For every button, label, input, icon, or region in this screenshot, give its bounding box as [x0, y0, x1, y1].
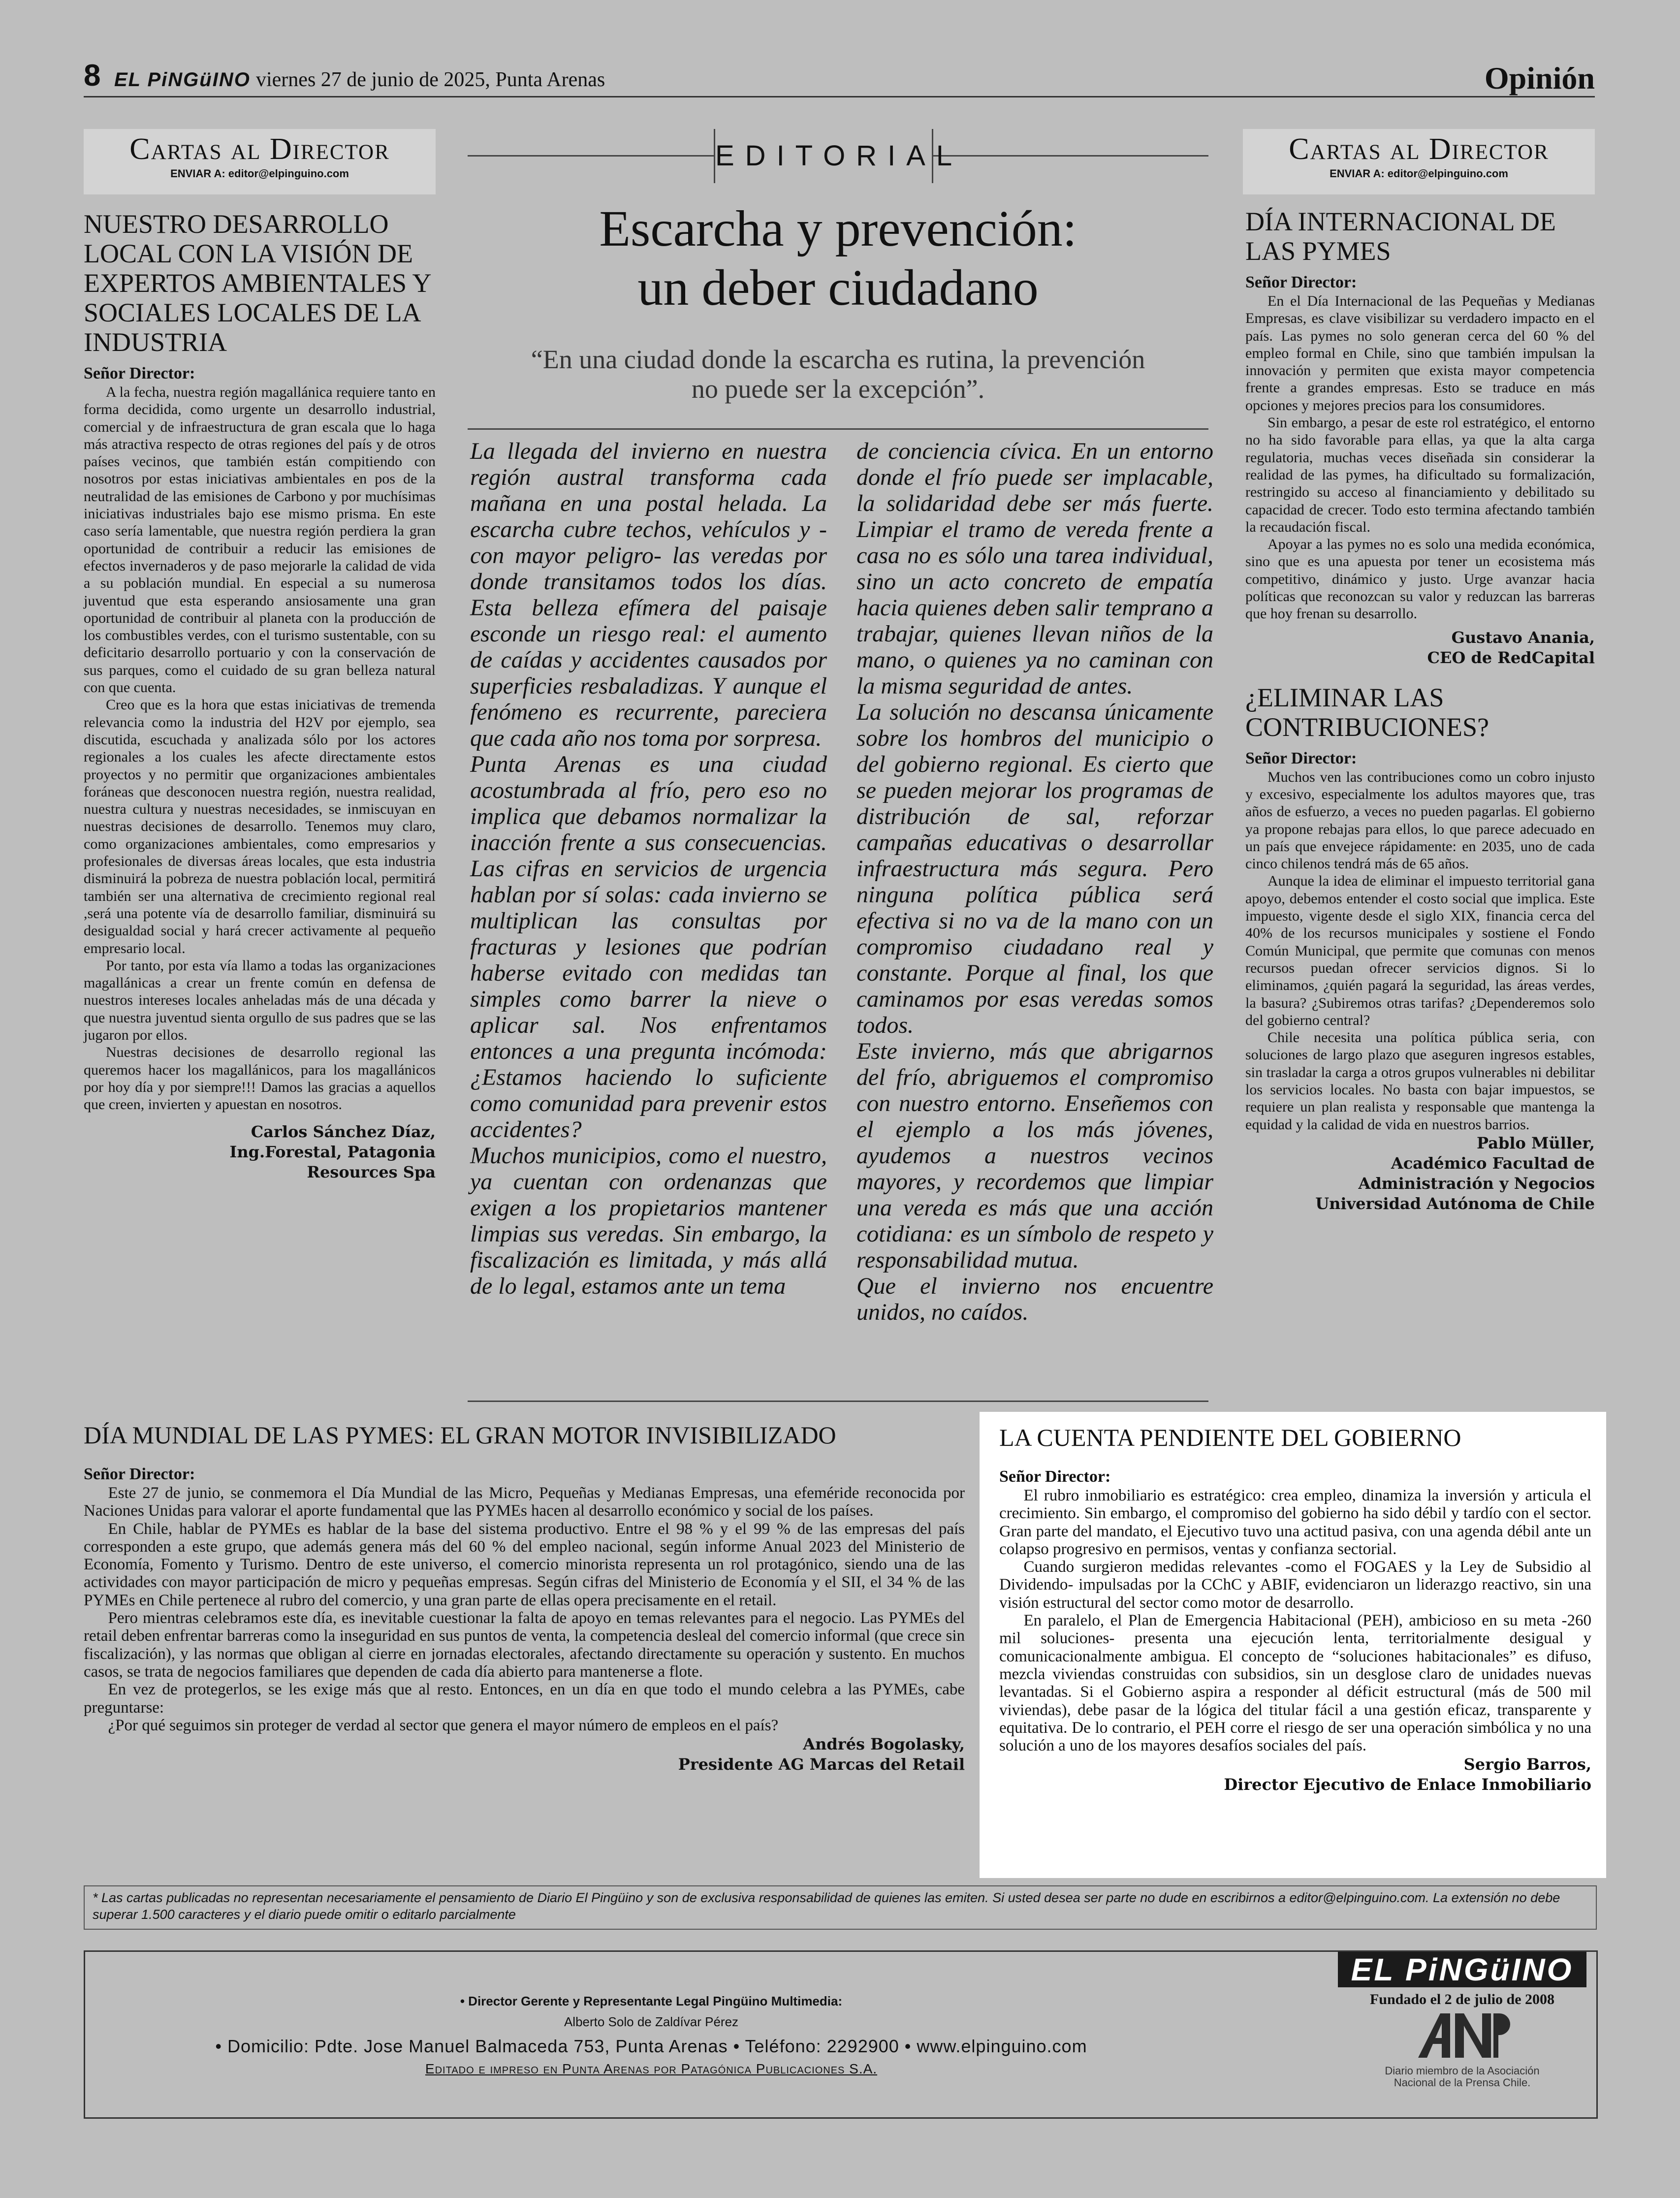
masthead-small: EL PiNGüINO [114, 69, 251, 91]
editorial-col-2 [856, 438, 1213, 1325]
page-number: 8 [84, 59, 101, 93]
editorial-label: EDITORIAL [715, 140, 963, 172]
address-line: • Domicilio: Pdte. Jose Manuel Balmaceda 753, Punta Arenas • Teléfono: 2292900 • www.elpinguino.com [215, 2036, 1087, 2056]
signature-line: Director Ejecutivo de Enlace Inmobiliario [1224, 1775, 1591, 1794]
salutation: Señor Director: [1245, 273, 1357, 291]
editorial-bottom-rule [468, 1401, 1208, 1402]
signature-line: Universidad Autónoma de Chile [1315, 1194, 1595, 1213]
editorial-rule-left [468, 155, 714, 157]
letter-body [1245, 768, 1595, 1133]
director-label: • Director Gerente y Representante Legal Pingüino Multimedia: [460, 1994, 843, 2008]
editorial-divider [468, 428, 1208, 430]
paragraph: Este 27 de junio, se conmemora el Día Mundial de las Micro, Pequeñas y Medianas Empresas, una efeméride reconocida por Naciones Unidas para valorar el aporte fundamental que las PYMEs hacen al desarrollo económico y social de los países. [84, 1484, 965, 1520]
letter-body [84, 383, 436, 1113]
section-title: Opinión [1484, 61, 1595, 96]
signature-line: Sergio Barros, [1463, 1755, 1591, 1774]
paragraph: Sin embargo, a pesar de este rol estratégico, el entorno no ha sido favorable para ellas, ya que la alta carga regulatoria, muchas veces diseñada sin considerar la realidad de las pymes, ha dificultado su formalización, restringido su acceso al financiamiento y debilitado su capacidad de crecer. Todo esto termina afectando también la recaudación fiscal. [1245, 414, 1595, 535]
disclaimer-box [84, 1885, 1597, 1930]
printer-line: Editado e impreso en Punta Arenas por Patagónica Publicaciones S.A. [425, 2061, 878, 2076]
letter-title: DÍA INTERNACIONAL DE LAS PYMES [1245, 207, 1556, 266]
editorial-paragraph: de conciencia cívica. En un entorno donde el frío puede ser implacable, la solidaridad debe ser más fuerte. Limpiar el tramo de vereda frente a casa no es sólo una tarea individual, sino un acto concreto de empatía hacia quienes deben salir temprano a trabajar, quienes llevan niños de la mano, o quienes ya no caminan con la misma seguridad de antes. [856, 438, 1213, 699]
signature [1245, 1133, 1595, 1214]
paragraph: En paralelo, el Plan de Emergencia Habitacional (PEH), ambicioso en su meta -260 mil soluciones- presenta una ejecución lenta, territorialmente desigual y comunicacionalmente ambigua. El concepto de “soluciones habitacionales” es difuso, mezcla viviendas construidas con subsidios, sin un desglose claro de unidades nuevas levantadas. Si el Gobierno aspira a responder al déficit estructural (más de 500 mil viviendas), debe pasar de la lógica del titular fácil a una gestión eficaz, transparente y equitativa. De lo contrario, el PEH corre el riesgo de ser una operación simbólica y no una solución a uno de los mayores desafíos sociales del país. [999, 1612, 1591, 1755]
letter-bottom-right-box [980, 1412, 1606, 1878]
paragraph: Creo que es la hora que estas iniciativas de tremenda relevancia como la industria del H2V por ejemplo, sea discutida, escuchada y analizada sólo por los actores regionales a los cuales les afecte directamente estos proyectos y no permitir que organizaciones ambientales foráneas que desconocen nuestra región, nuestra realidad, nuestra cultura y nuestras necesidades, se inmiscuyan en nuestras decisiones de desarrollo. Tenemos muy claro, como organizaciones ambientales, como empresarios y profesionales de diversas áreas locales, que esta industria disminuirá la pobreza de nuestra población local, permitirá también ser una alternativa de crecimiento regional real ,será una potente vía de desarrollo familiar, disminuirá su desigualdad social y hará crecer activamente al pequeño empresario local. [84, 697, 436, 956]
footer-box [84, 1950, 1598, 2119]
header-rule [84, 96, 1595, 97]
salutation: Señor Director: [1245, 749, 1357, 767]
paragraph: Aunque la idea de eliminar el impuesto territorial gana apoyo, debemos entender el costo social que implica. Este impuesto, vigente desde el siglo XIX, financia cerca del 40% de los recursos municipales y sostiene el Fondo Común Municipal, que permite que comunas con menos recursos puedan ofrecer servicios dignos. Si lo eliminamos, ¿quién pagará la seguridad, las áreas verdes, la basura? ¿Subiremos otras tarifas? ¿Dependeremos solo del gobierno central? [1245, 873, 1595, 1028]
signature-line: Presidente AG Marcas del Retail [678, 1755, 965, 1774]
editorial-paragraph: Que el invierno nos encuentre unidos, no caídos. [856, 1273, 1213, 1325]
anp-logo-icon [1413, 2008, 1512, 2063]
letter-bottom-right [999, 1423, 1591, 1795]
letter-right-1 [1245, 207, 1595, 1214]
signature [1245, 628, 1595, 668]
paragraph: A la fecha, nuestra región magallánica requiere tanto en forma decidida, como urgente un desarrollo industrial, comercial y de infraestructura de gran escala que lo haga más atractiva respecto de otras regiones del país y de otros países vecinos, que también están compitiendo con nosotros por estas iniciativas ambientales en pos de la neutralidad de las emisiones de Carbono y por muchísimas iniciativas industriales bajo ese mismo prisma. En este caso sería lamentable, que nuestra región perdiera la gran oportunidad de contribuir a reducir las emisiones de efectos invernaderos y de paso mejorarle la calidad de vida a su población mundial. En especial a su numerosa juventud que esta esperando ansiosamente una gran oportunidad de contribuir al planeta con la producción de los combustibles verdes, con el turismo sustentable, con su deficitario desarrollo portuario y con la conservación de sus parques, como el cuidado de su gran belleza natural con que cuenta. [84, 384, 436, 696]
editorial-title-line: Escarcha y prevención: [599, 200, 1077, 257]
letter-title: ¿ELIMINAR LAS CONTRIBUCIONES? [1245, 682, 1489, 742]
paragraph: En el Día Internacional de las Pequeñas y Medianas Empresas, es clave visibilizar su verdadero impacto en el país. Las pymes no solo generan cerca del 60 % del empleo formal en Chile, sino que también impulsan la innovación y permiten que exista mayor competencia frente a grandes empresas. Esto se traduce en más opciones y mejores precios para los consumidores. [1245, 293, 1595, 414]
salutation: Señor Director: [84, 1465, 195, 1483]
editorial-paragraph: La solución no descansa únicamente sobre los hombros del municipio o del gobierno regional. Es cierto que se pueden mejorar los programas de distribución de sal, reforzar campañas educativas o desarrollar infraestructura más segura. Pero ninguna política pública será efectiva si no va de la mano con un compromiso ciudadano real y constante. Porque al final, los que caminamos por esas veredas somos todos. [856, 699, 1213, 1038]
director-name: Alberto Solo de Zaldívar Pérez [564, 2014, 739, 2029]
footer-credits [85, 1991, 1217, 2078]
anp-logo [1377, 2008, 1547, 2089]
letter-left [84, 209, 436, 1182]
editorial-paragraph: Punta Arenas es una ciudad acostumbrada al frío, pero eso no implica que debamos normalizar la inacción frente a sus consecuencias. Las cifras en servicios de urgencia hablan por sí solas: cada invierno se multiplican las consultas por fracturas y lesiones que podrían haberse evitado con medidas tan simples como barrer la nieve o aplicar sal. Nos enfrentamos entonces a una pregunta incómoda: ¿Estamos haciendo lo suficiente como comunidad para prevenir estos accidentes? [470, 751, 827, 1143]
paragraph: Cuando surgieron medidas relevantes -como el FOGAES y la Ley de Subsidio al Dividendo- impulsadas por la CChC y ABIF, evidenciaron un liderazgo reactivo, sin una visión estructural del sector como motor de desarrollo. [999, 1558, 1591, 1612]
dateline: viernes 27 de junio de 2025, Punta Arenas [256, 68, 605, 91]
letter-title: LA CUENTA PENDIENTE DEL GOBIERNO [999, 1424, 1461, 1451]
paragraph: El rubro inmobiliario es estratégico: crea empleo, dinamiza la inversión y articula el crecimiento. Sin embargo, el compromiso del gobierno ha sido débil y tardío con el sector. Gran parte del mandato, el Ejecutivo tuvo una actitud pasiva, con una agenda débil ante un colapso progresivo en permisos, ventas y confianza sectorial. [999, 1487, 1591, 1558]
anp-caption-2: Nacional de la Prensa Chile. [1394, 2076, 1531, 2089]
editorial-title-line: un deber ciudadano [637, 259, 1039, 316]
editorial-quote-line: “En una ciudad donde la escarcha es rutina, la prevención [531, 345, 1145, 374]
signature-line: Pablo Müller, [1477, 1133, 1595, 1152]
cartas-header-left [84, 129, 436, 194]
salutation: Señor Director: [84, 364, 195, 382]
signature [999, 1754, 1591, 1795]
cartas-title: Cartas al Director [1289, 132, 1549, 166]
salutation: Señor Director: [999, 1467, 1111, 1486]
disclaimer-text: * Las cartas publicadas no representan necesariamente el pensamiento de Diario El Pingüino y son de exclusiva responsabilidad de quienes las emiten. Si usted desea ser parte no dude en escribirnos a editor@elpinguino.com. La extensión no debe superar 1.500 caracteres y el diario puede omitir o editarlo parcialmente [93, 1890, 1560, 1922]
cartas-email: ENVIAR A: editor@elpinguino.com [170, 167, 349, 180]
letter-body [1245, 292, 1595, 623]
paragraph: Pero mientras celebramos este día, es inevitable cuestionar la falta de apoyo en temas relevantes para el negocio. Las PYMEs del retail deben enfrentar barreras como la inseguridad en sus puntos de venta, la competencia desleal del comercio informal (que crece sin fiscalización), y las normas que obligan al cierre en jornadas electorales, afectando directamente su operación y sustento. En muchos casos, se trata de negocios familiares que dependen de cada día abierto para mantenerse a flote. [84, 1609, 965, 1681]
cartas-title: Cartas al Director [129, 132, 390, 166]
signature-line: Andrés Bogolasky, [803, 1735, 965, 1754]
editorial-paragraph: Muchos municipios, como el nuestro, ya cuentan con ordenanzas que exigen a los propietarios mantener limpias sus veredas. Sin embargo, la fiscalización es limitada, y más allá de lo legal, estamos ante un tema [470, 1143, 827, 1299]
signature-line: Gustavo Anania, [1451, 628, 1595, 647]
signature-line: CEO de RedCapital [1427, 648, 1595, 667]
letter-body [999, 1487, 1591, 1754]
editorial-quote [468, 345, 1208, 404]
letter-title: NUESTRO DESARROLLO LOCAL CON LA VISIÓN DE EXPERTOS AMBIENTALES Y SOCIALES LOCALES DE LA INDUSTRIA [84, 209, 431, 357]
editorial-paragraph: La llegada del invierno en nuestra región austral transforma cada mañana en una postal helada. La escarcha cubre techos, vehículos y -con mayor peligro- las veredas por donde transitamos todos los días. Esta belleza efímera del paisaje esconde un riesgo real: el aumento de caídas y accidentes causados por superficies resbaladizas. Y aunque el fenómeno es recurrente, pareciera que cada año nos toma por sorpresa. [470, 438, 827, 751]
founded-date: Fundado el 2 de julio de 2008 [1369, 1991, 1555, 2007]
editorial-title [468, 199, 1208, 318]
letter-body [84, 1484, 965, 1734]
signature-line: Resources Spa [307, 1163, 436, 1182]
editorial-paragraph: Este invierno, más que abrigarnos del frío, abriguemos el compromiso con nuestro entorno. Enseñemos con el ejemplo a los más jóvenes, ayudemos a nuestros vecinos mayores, y recordemos que limpiar una vereda es más que una acción cotidiana: es un símbolo de respeto y responsabilidad mutua. [856, 1038, 1213, 1273]
signature-line: Académico Facultad de [1391, 1153, 1595, 1173]
masthead-logo: EL PiNGüINO [1338, 1952, 1586, 1987]
paragraph: En Chile, hablar de PYMEs es hablar de la base del sistema productivo. Entre el 98 % y el 99 % de las empresas del país corresponden a este grupo, que además genera más del 60 % del empleo nacional, según informe Anual 2023 del Ministerio de Economía, Fomento y Turismo. Dentro de este universo, el comercio minorista representa un rol protagónico, siendo una de las actividades con mayor participación de micro y pequeñas empresas. Según cifras del Ministerio de Economía y el SII, el 34 % de las PYMEs en Chile pertenece al rubro del comercio, y una gran parte de ellas opera precisamente en el retail. [84, 1520, 965, 1609]
paragraph: Apoyar a las pymes no es solo una medida económica, sino que es una apuesta por tener un ecosistema más competitivo, dinámico y justo. Urge avanzar hacia políticas que reconozcan su valor y reduzcan las barreras que hoy frenan su desarrollo. [1245, 536, 1595, 622]
signature-line: Administración y Negocios [1358, 1174, 1595, 1193]
anp-caption-1: Diario miembro de la Asociación [1385, 2065, 1540, 2077]
signature-line: Carlos Sánchez Díaz, [251, 1122, 436, 1142]
paragraph: Muchos ven las contribuciones como un cobro injusto y excesivo, especialmente los adultos mayores que, tras años de esfuerzo, a veces no pueden pagarlas. El gobierno ya propone rebajas para ellos, lo que parece adecuado en un país que envejece rápidamente: en 2035, uno de cada cinco chilenos tendrá más de 65 años. [1245, 768, 1595, 872]
paragraph: En vez de protegerlos, se les exige más que al resto. Entonces, en un día en que todo el mundo celebra a las PYMEs, cabe preguntarse: [84, 1681, 965, 1717]
signature-line: Ing.Forestal, Patagonia [229, 1143, 436, 1162]
paragraph: Nuestras decisiones de desarrollo regional las queremos hacer los magallánicos, para los magallánicos por hoy día y por siempre!!! Damos las gracias a aquellos que creen, invierten y apuestan en nosotros. [84, 1044, 436, 1113]
editorial-rule-right [933, 155, 1208, 157]
signature [84, 1122, 436, 1182]
signature [84, 1734, 965, 1775]
paragraph: ¿Por qué seguimos sin proteger de verdad al sector que genera el mayor número de empleos en el país? [108, 1716, 779, 1734]
cartas-email: ENVIAR A: editor@elpinguino.com [1330, 167, 1508, 180]
paragraph: Chile necesita una política pública seria, con soluciones de largo plazo que aseguren ingresos estables, sin trasladar la carga a otros grupos vulnerables ni debilitar los servicios locales. No basta con bajar impuestos, se requiere un plan realista y responsable que mantenga la equidad y la calidad de vida en nuestros barrios. [1245, 1029, 1595, 1133]
letter-title: DÍA MUNDIAL DE LAS PYMES: EL GRAN MOTOR INVISIBILIZADO [84, 1421, 836, 1449]
paragraph: Por tanto, por esta vía llamo a todas las organizaciones magallánicas a crear un frente común en defensa de nuestros intereses locales anheladas más de una década y que nuestra juventud sienta orgullo de sus padres que se las jugaron por ellos. [84, 957, 436, 1043]
editorial-quote-line: no puede ser la excepción”. [691, 374, 985, 404]
editorial-col-1 [470, 438, 827, 1299]
editorial-label-box [714, 129, 963, 183]
letter-bottom-left [84, 1420, 965, 1775]
cartas-header-right [1243, 129, 1595, 194]
